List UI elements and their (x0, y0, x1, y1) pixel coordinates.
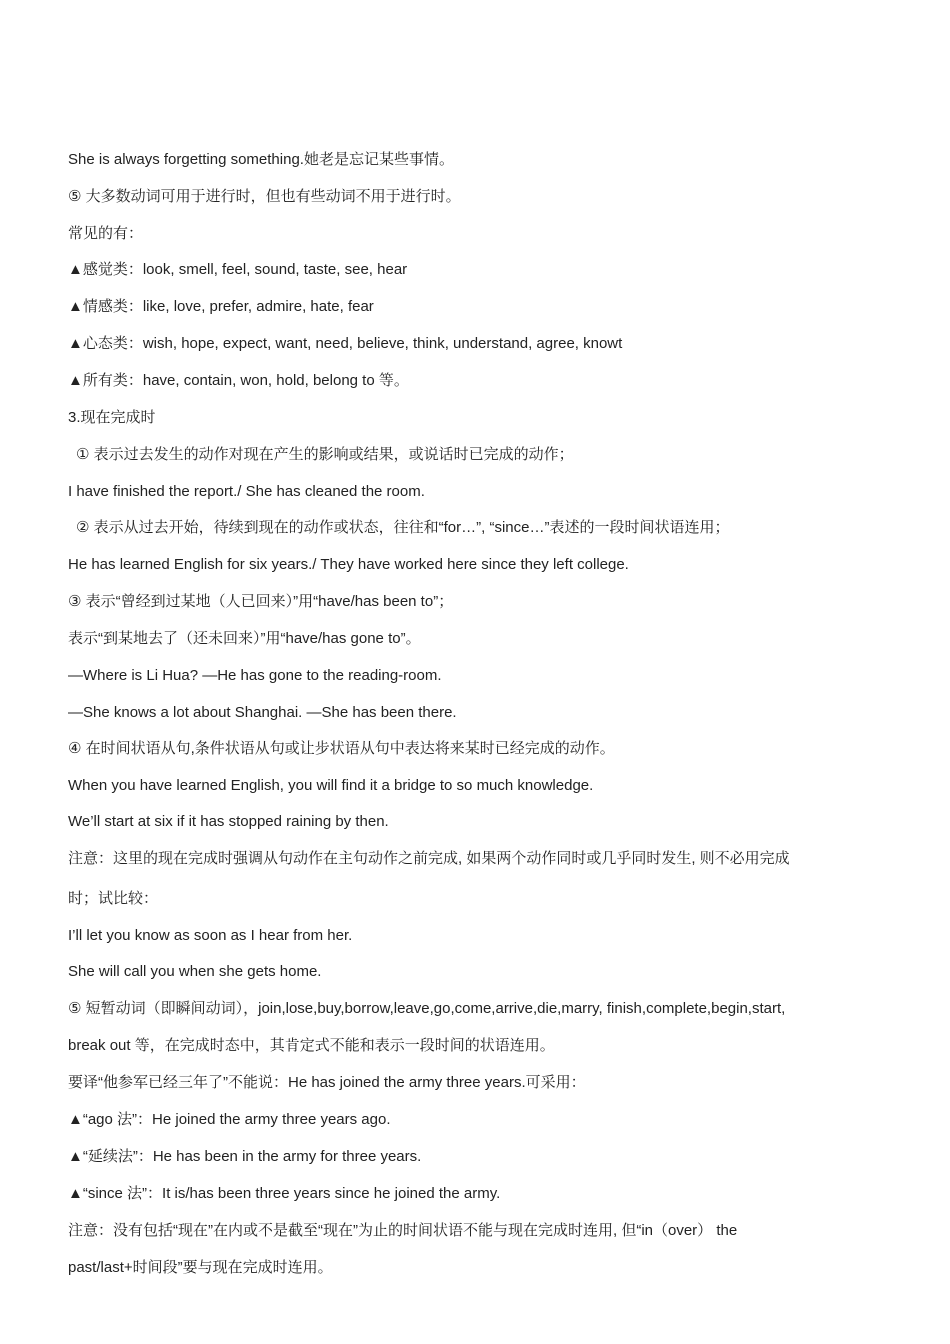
text-line: ▲情感类：like, love, prefer, admire, hate, fear (68, 298, 374, 315)
section-heading: 3.现在完成时 (68, 409, 156, 426)
text-line: —Where is Li Hua? —He has gone to the reading-room. (68, 667, 442, 684)
text-line: I have finished the report./ She has cleaned the room. (68, 483, 425, 500)
note-line: 注意：没有包括“现在”在内或不是截至“现在”为止的时间状语不能与现在完成时连用, 但“in（over） the (68, 1222, 738, 1239)
text-line: ⑤ 大多数动词可用于进行时，但也有些动词不用于进行时。 (68, 188, 461, 205)
note-line: 时；试比较： (68, 890, 159, 907)
text-line: We’ll start at six if it has stopped raining by then. (68, 813, 389, 830)
text-line: 要译“他参军已经三年了”不能说：He has joined the army three years.可采用： (68, 1074, 586, 1091)
text-line: ▲“since 法”：It is/has been three years since he joined the army. (68, 1185, 501, 1202)
note-line: past/last+时间段”要与现在完成时连用。 (68, 1259, 333, 1276)
text-line: ⑤ 短暂动词（即瞬间动词），join,lose,buy,borrow,leave,go,come,arrive,die,marry, finish,complete,begin,start, (68, 1000, 786, 1017)
text-line: When you have learned English, you will find it a bridge to so much knowledge. (68, 777, 594, 794)
text-line: ▲“ago 法”：He joined the army three years ago. (68, 1111, 391, 1128)
text-line: 常见的有： (68, 225, 144, 242)
text-line: ③ 表示“曾经到过某地（人已回来）”用“have/has been to”； (68, 593, 454, 610)
text-line: —She knows a lot about Shanghai. —She has been there. (68, 704, 457, 721)
text-line: ▲“延续法”：He has been in the army for three years. (68, 1148, 422, 1165)
text-line: I’ll let you know as soon as I hear from her. (68, 927, 353, 944)
text-line: ① 表示过去发生的动作对现在产生的影响或结果，或说话时已完成的动作； (76, 446, 574, 463)
text-line: ▲所有类：have, contain, won, hold, belong to 等。 (68, 372, 409, 389)
text-line: break out 等，在完成时态中，其肯定式不能和表示一段时间的状语连用。 (68, 1037, 555, 1054)
text-line: ④ 在时间状语从句,条件状语从句或让步状语从句中表达将来某时已经完成的动作。 (68, 740, 615, 757)
text-line: She is always forgetting something.她老是忘记某些事情。 (68, 151, 454, 168)
text-line: ▲心态类：wish, hope, expect, want, need, believe, think, understand, agree, knowt (68, 335, 623, 352)
text-line: 表示“到某地去了（还未回来）”用“have/has gone to”。 (68, 630, 421, 647)
text-line: ▲感觉类：look, smell, feel, sound, taste, see, hear (68, 261, 408, 278)
text-line: ② 表示从过去开始，待续到现在的动作或状态，往往和“for…”, “since…”表述的一段时间状语连用； (76, 519, 730, 536)
text-line: She will call you when she gets home. (68, 963, 322, 980)
text-line: He has learned English for six years./ They have worked here since they left college. (68, 556, 629, 573)
note-line: 注意：这里的现在完成时强调从句动作在主句动作之前完成, 如果两个动作同时或几乎同时发生, 则不必用完成 (68, 850, 790, 867)
